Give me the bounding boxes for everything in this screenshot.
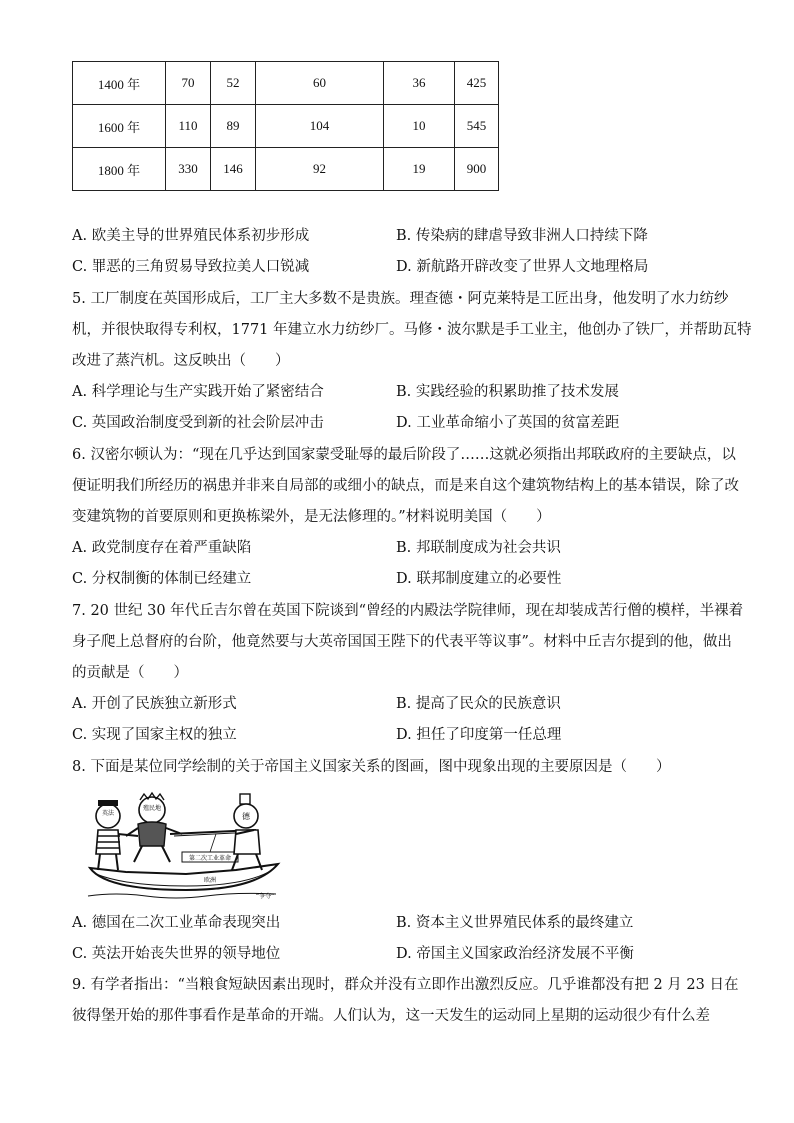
q7-option-c[interactable]: C. 实现了国家主权的独立	[72, 727, 237, 743]
table-cell: 330	[166, 148, 211, 191]
q8-option-b[interactable]: B. 资本主义世界殖民体系的最终建立	[396, 915, 634, 931]
cartoon-caption: “争夺”	[256, 893, 275, 900]
table-cell: 1400 年	[73, 62, 166, 105]
q5-option-c[interactable]: C. 英国政治制度受到新的社会阶层冲击	[72, 415, 324, 431]
q6-stem-line: 便证明我们所经历的祸患并非来自局部的或细小的缺点，而是来自这个建筑物结构上的基本错误，除了改	[72, 478, 739, 494]
q7-stem-line: 身子爬上总督府的台阶，他竟然要与大英帝国国王陛下的代表平等议事”。材料中丘吉尔提到的他，做出	[72, 634, 732, 650]
table-cell: 52	[211, 62, 256, 105]
table-cell: 900	[455, 148, 499, 191]
table-row	[73, 105, 499, 148]
cartoon-label-left: 英法	[101, 810, 115, 817]
table-cell: 1600 年	[73, 105, 166, 148]
q5-stem-line: 5. 工厂制度在英国形成后，工厂主大多数不是贵族。理查德・阿克莱特是工匠出身，他发明了水力纺纱	[72, 291, 729, 307]
q7-stem-line: 的贡献是（ ）	[72, 665, 188, 681]
table-cell: 1800 年	[73, 148, 166, 191]
table-row	[73, 148, 499, 191]
q5-option-b[interactable]: B. 实践经验的积累助推了技术发展	[396, 384, 619, 400]
q7-option-b[interactable]: B. 提高了民众的民族意识	[396, 696, 561, 712]
table-cell: 110	[166, 105, 211, 148]
q5-stem-line: 机，并很快取得专利权，1771 年建立水力纺纱厂。马修・波尔默是手工业主，他创办了铁厂，并帮助瓦特	[72, 322, 752, 338]
q6-option-d[interactable]: D. 联邦制度建立的必要性	[396, 571, 562, 587]
q7-option-d[interactable]: D. 担任了印度第一任总理	[396, 727, 562, 743]
q4-option-b[interactable]: B. 传染病的肆虐导致非洲人口持续下降	[396, 228, 648, 244]
q6-option-a[interactable]: A. 政党制度存在着严重缺陷	[72, 540, 252, 556]
table-cell: 60	[256, 62, 384, 105]
cartoon-label-right: 德	[242, 812, 250, 821]
q9-stem-line: 9. 有学者指出：“当粮食短缺因素出现时，群众并没有立即作出激烈反应。几乎谁都没有把 2 月 23 日在	[72, 977, 739, 993]
q7-stem-line: 7. 20 世纪 30 年代丘吉尔曾在英国下院谈到“曾经的内殿法学院律师，现在却装成苦行僧的模样，半裸着	[72, 603, 744, 619]
q4-option-c[interactable]: C. 罪恶的三角贸易导致拉美人口锐减	[72, 259, 310, 275]
cartoon-label-rope: 第二次工业革命	[188, 855, 232, 862]
population-table	[72, 61, 499, 191]
table-cell: 89	[211, 105, 256, 148]
q5-option-d[interactable]: D. 工业革命缩小了英国的贫富差距	[396, 415, 620, 431]
table-cell: 146	[211, 148, 256, 191]
table-cell: 545	[455, 105, 499, 148]
q6-option-c[interactable]: C. 分权制衡的体制已经建立	[72, 571, 252, 587]
table-cell: 10	[384, 105, 455, 148]
q8-option-d[interactable]: D. 帝国主义国家政治经济发展不平衡	[396, 946, 634, 962]
cartoon-label-boat: 欧洲	[204, 877, 217, 884]
table-cell: 425	[455, 62, 499, 105]
q4-option-d[interactable]: D. 新航路开辟改变了世界人文地理格局	[396, 259, 649, 275]
q6-stem-line: 6. 汉密尔顿认为：“现在几乎达到国家蒙受耻辱的最后阶段了……这就必须指出邦联政府的主要缺点，以	[72, 447, 736, 463]
q9-stem-line: 彼得堡开始的那件事看作是革命的开端。人们认为，这一天发生的运动同上星期的运动很少有什么差	[72, 1008, 710, 1024]
q5-option-a[interactable]: A. 科学理论与生产实践开始了紧密结合	[72, 384, 324, 400]
q8-option-c[interactable]: C. 英法开始丧失世界的领导地位	[72, 946, 281, 962]
q5-stem-line: 改进了蒸汽机。这反映出（ ）	[72, 353, 290, 369]
table-cell: 70	[166, 62, 211, 105]
q6-option-b[interactable]: B. 邦联制度成为社会共识	[396, 540, 561, 556]
q8-option-a[interactable]: A. 德国在二次工业革命表现突出	[72, 915, 281, 931]
table-cell: 36	[384, 62, 455, 105]
cartoon-label-middle: 殖民地	[142, 805, 162, 812]
table-cell: 104	[256, 105, 384, 148]
q8-stem-line: 8. 下面是某位同学绘制的关于帝国主义国家关系的图画，图中现象出现的主要原因是（ ）	[72, 759, 671, 775]
table-cell: 19	[384, 148, 455, 191]
imperialism-cartoon-image	[86, 790, 282, 902]
q7-option-a[interactable]: A. 开创了民族独立新形式	[72, 696, 237, 712]
q6-stem-line: 变建筑物的首要原则和更换栋梁外，是无法修理的。”材料说明美国（ ）	[72, 509, 551, 525]
table-cell: 92	[256, 148, 384, 191]
table-row	[73, 62, 499, 105]
q4-option-a[interactable]: A. 欧美主导的世界殖民体系初步形成	[72, 228, 310, 244]
